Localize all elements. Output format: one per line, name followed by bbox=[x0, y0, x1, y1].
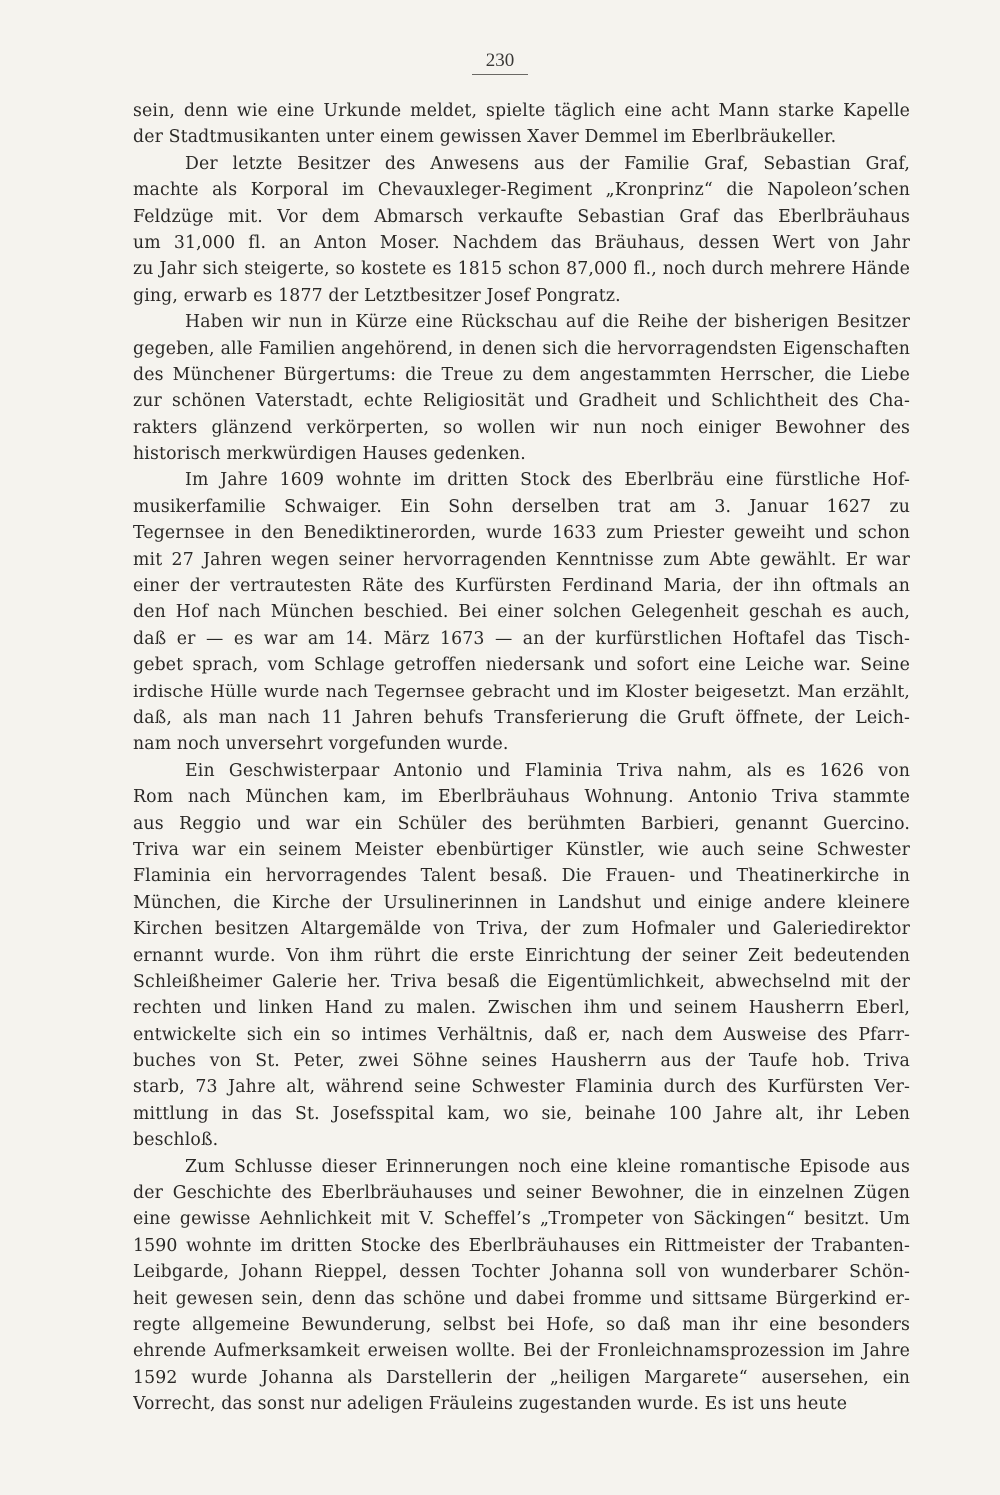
text-line: eine gewisse Aehnlichkeit mit V. Scheffel’s „Trompeter von Säckingen“ besitzt. Um bbox=[133, 1209, 910, 1230]
text-line: Vorrecht, das sonst nur adeligen Fräuleins zugestanden wurde. Es ist uns heute bbox=[133, 1394, 848, 1415]
text-line: Im Jahre 1609 wohnte im dritten Stock des Eberlbräu eine fürstliche Hof- bbox=[185, 470, 910, 491]
text-line: heit gewesen sein, denn das schöne und dabei fromme und sittsame Bürgerkind er- bbox=[133, 1288, 910, 1309]
paragraph bbox=[133, 151, 910, 309]
page-number-rule bbox=[472, 74, 528, 75]
paragraph bbox=[133, 467, 910, 757]
page-number bbox=[0, 50, 1000, 75]
text-line: buches von St. Peter, zwei Söhne seines Hausherrn aus der Taufe hob. Triva bbox=[133, 1051, 910, 1072]
text-line: Tegernsee in den Benediktinerorden, wurde 1633 zum Priester geweiht und schon bbox=[133, 523, 910, 544]
text-line: der Geschichte des Eberlbräuhauses und seiner Bewohner, die in einzelnen Zügen bbox=[133, 1183, 910, 1204]
text-line: Leibgarde, Johann Rieppel, dessen Tochter Johanna soll von wunderbarer Schön- bbox=[133, 1262, 910, 1283]
text-line: um 31,000 fl. an Anton Moser. Nachdem das Bräuhaus, dessen Wert von Jahr bbox=[133, 232, 910, 253]
text-line: den Hof nach München beschied. Bei einer solchen Gelegenheit geschah es auch, bbox=[133, 602, 910, 623]
text-line: gegeben, alle Familien angehörend, in denen sich die hervorragendsten Eigenschaften bbox=[133, 338, 910, 359]
paragraph bbox=[133, 758, 910, 1154]
text-line: aus Reggio und war ein Schüler des berühmten Barbieri, genannt Guercino. bbox=[133, 813, 910, 834]
text-line: ehrende Aufmerksamkeit erweisen wollte. Bei der Fronleichnamsprozession im Jahre bbox=[133, 1341, 910, 1362]
text-line: 1592 wurde Johanna als Darstellerin der „heiligen Margarete“ ausersehen, ein bbox=[133, 1367, 910, 1388]
text-line: beschloß. bbox=[133, 1130, 219, 1151]
text-line: zur schönen Vaterstadt, echte Religiosität und Gradheit und Schlichtheit des Cha- bbox=[133, 391, 910, 412]
text-line: Schleißheimer Galerie her. Triva besaß die Eigentümlichkeit, abwechselnd mit der bbox=[133, 971, 910, 992]
text-line: ernannt wurde. Von ihm rührt die erste Einrichtung der seiner Zeit bedeutenden bbox=[133, 945, 910, 966]
text-line: Ein Geschwisterpaar Antonio und Flaminia Triva nahm, als es 1626 von bbox=[185, 760, 910, 781]
text-line: machte als Korporal im Chevauxleger-Regiment „Kronprinz“ die Napoleon’schen bbox=[133, 180, 910, 201]
text-line: Zum Schlusse dieser Erinnerungen noch eine kleine romantische Episode aus bbox=[185, 1156, 910, 1177]
text-line: regte allgemeine Bewunderung, selbst bei Hofe, so daß man ihr eine besonders bbox=[133, 1314, 910, 1335]
text-line: 1590 wohnte im dritten Stocke des Eberlbräuhauses ein Rittmeister der Trabanten- bbox=[133, 1235, 910, 1256]
text-line: ging, erwarb es 1877 der Letztbesitzer Josef Pongratz. bbox=[133, 285, 621, 306]
text-line: gebet sprach, vom Schlage getroffen niedersank und sofort eine Leiche war. Seine bbox=[133, 655, 910, 676]
text-line: Kirchen besitzen Altargemälde von Triva, der zum Hofmaler und Galeriedirektor bbox=[133, 919, 910, 940]
text-line: musikerfamilie Schwaiger. Ein Sohn derselben trat am 3. Januar 1627 zu bbox=[133, 496, 910, 517]
text-line: historisch merkwürdigen Hauses gedenken. bbox=[133, 444, 526, 465]
text-line: mit 27 Jahren wegen seiner hervorragenden Kenntnisse zum Abte gewählt. Er war bbox=[133, 549, 910, 570]
text-line: nam noch unversehrt vorgefunden wurde. bbox=[133, 734, 509, 755]
text-line: daß er — es war am 14. März 1673 — an der kurfürstlichen Hoftafel das Tisch- bbox=[133, 628, 910, 649]
paragraph bbox=[133, 309, 910, 467]
text-line: Haben wir nun in Kürze eine Rückschau auf die Reihe der bisherigen Besitzer bbox=[185, 312, 910, 333]
text-line: des Münchener Bürgertums: die Treue zu dem angestammten Herrscher, die Liebe bbox=[133, 364, 910, 385]
text-line: rechten und linken Hand zu malen. Zwischen ihm und seinem Hausherrn Eberl, bbox=[133, 998, 910, 1019]
text-line: München, die Kirche der Ursulinerinnen in Landshut und einige andere kleinere bbox=[133, 892, 910, 913]
text-line: zu Jahr sich steigerte, so kostete es 1815 schon 87,000 fl., noch durch mehrere Hände bbox=[133, 259, 910, 280]
text-line: Feldzüge mit. Vor dem Abmarsch verkaufte Sebastian Graf das Eberlbräuhaus bbox=[133, 206, 910, 227]
text-line: Triva war ein seinem Meister ebenbürtiger Künstler, wie auch seine Schwester bbox=[133, 839, 910, 860]
text-line: daß, als man nach 11 Jahren behufs Transferierung die Gruft öffnete, der Leich- bbox=[133, 707, 910, 728]
paragraph bbox=[133, 1154, 910, 1418]
text-line: Flaminia ein hervorragendes Talent besaß. Die Frauen- und Theatinerkirche in bbox=[133, 866, 910, 887]
text-line: entwickelte sich ein so intimes Verhältnis, daß er, nach dem Ausweise des Pfarr- bbox=[133, 1024, 910, 1045]
paragraph bbox=[133, 98, 910, 151]
text-line: sein, denn wie eine Urkunde meldet, spielte täglich eine acht Mann starke Kapelle bbox=[133, 101, 910, 121]
text-line: rakters glänzend verkörperten, so wollen wir nun noch einiger Bewohner des bbox=[133, 417, 910, 438]
text-line: starb, 73 Jahre alt, während seine Schwester Flaminia durch des Kurfürsten Ver- bbox=[133, 1077, 910, 1098]
text-line: einer der vertrautesten Räte des Kurfürsten Ferdinand Maria, der ihn oftmals an bbox=[133, 576, 910, 597]
body-text bbox=[133, 98, 910, 1418]
text-line: der Stadtmusikanten unter einem gewissen Xaver Demmel im Eberlbräukeller. bbox=[133, 127, 837, 148]
text-line: irdische Hülle wurde nach Tegernsee gebracht und im Kloster beigesetzt. Man erzählt, bbox=[133, 681, 910, 702]
text-line: Rom nach München kam, im Eberlbräuhaus Wohnung. Antonio Triva stammte bbox=[133, 787, 910, 808]
text-line: mittlung in das St. Josefsspital kam, wo sie, beinahe 100 Jahre alt, ihr Leben bbox=[133, 1103, 910, 1124]
text-line: Der letzte Besitzer des Anwesens aus der Familie Graf, Sebastian Graf, bbox=[185, 153, 910, 174]
page-number-text: 230 bbox=[485, 50, 515, 71]
